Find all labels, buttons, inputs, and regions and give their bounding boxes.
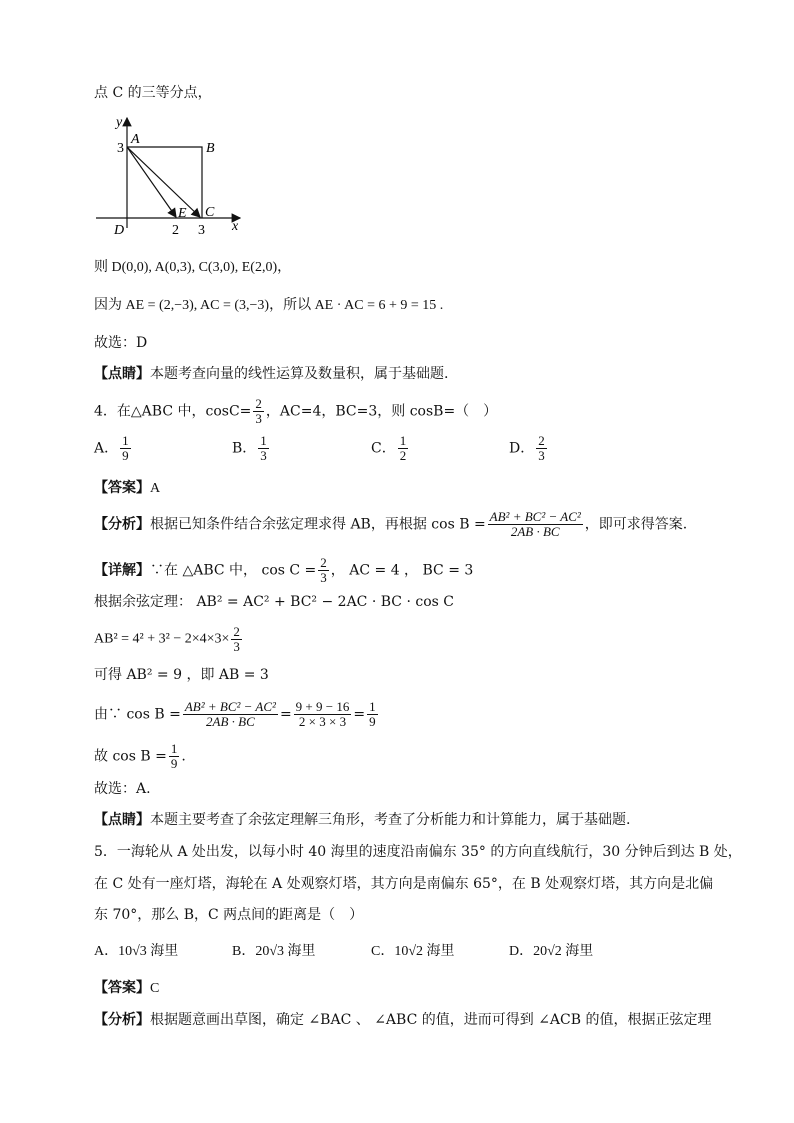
q4-therefore-frac	[169, 742, 180, 771]
q4-comment: 本题主要考查了余弦定理解三角形，考查了分析能力和计算能力，属于基础题.	[150, 812, 631, 828]
q5-stem-1: 5．一海轮从 A 处出发，以每小时 40 海里的速度沿南偏东 35° 的方向直线航行，30 分钟后到达 B 处，	[94, 844, 742, 860]
q4-detail-den: 3	[320, 570, 327, 585]
label-y: y	[116, 115, 123, 130]
q4-analysis-line	[94, 510, 687, 539]
q4-analysis-den: 2AB · BC	[510, 524, 560, 539]
q4-stem	[94, 397, 497, 426]
q4-detail-line	[94, 556, 473, 585]
q4-by-num-3: 1	[369, 699, 376, 714]
q4-option-b-label: B．	[232, 440, 257, 457]
q5-option-a-value: 10√3 海里	[118, 944, 179, 959]
q4-option-d-label: D．	[509, 440, 535, 457]
q4-frac-num: 2	[255, 396, 262, 411]
vector-ae	[127, 147, 176, 217]
q4-frac-den: 3	[255, 411, 262, 426]
q5-tag-analysis: 【分析】	[94, 1012, 150, 1028]
q4-tag-dianjing: 【点睛】	[94, 812, 150, 828]
q4-by-num-2: 9 + 9 − 16	[295, 699, 350, 714]
q4-stem-post: ，AC=4，BC=3，则 cosB=（ ）	[265, 403, 498, 420]
q5-option-b[interactable]	[232, 940, 316, 960]
tick-3y: 3	[117, 141, 124, 156]
q4-option-a-frac	[120, 434, 131, 463]
q4-sub-frac	[231, 625, 242, 654]
q4-option-c[interactable]	[371, 434, 410, 463]
q4-by-den-2: 2 × 3 × 3	[298, 714, 347, 729]
q4-by-frac-1	[183, 700, 278, 729]
q4-sub-num: 2	[233, 624, 240, 639]
q4-option-d-num: 2	[538, 433, 545, 448]
q4-by-den-1: 2AB · BC	[206, 714, 255, 729]
q4-tag-detail: 【详解】	[94, 562, 150, 579]
choose-d-line: 故选：D	[94, 335, 148, 351]
q4-option-c-num: 1	[399, 433, 407, 448]
q5-option-a-label: A．	[94, 944, 119, 959]
q5-option-b-value: 20√3 海里	[255, 944, 316, 959]
q4-option-a-label: A．	[94, 440, 119, 457]
q4-option-b[interactable]	[232, 434, 271, 463]
label-c: C	[205, 205, 215, 220]
q4-cos-frac	[253, 397, 264, 426]
q4-analysis-num: AB² + BC² − AC²	[489, 509, 581, 524]
coordinate-figure	[90, 110, 250, 240]
q4-by-eq-2: =	[353, 706, 366, 723]
q4-detail-post: ， AC = 4 ， BC = 3	[330, 562, 474, 579]
q4-analysis-post: ，即可求得答案.	[584, 516, 688, 533]
q4-detail-pre: ∵在 △ABC 中， cos C =	[150, 562, 317, 579]
q4-option-d[interactable]	[509, 434, 549, 463]
q5-answer: C	[150, 981, 160, 996]
q4-get-line: 可得 AB² = 9 ，即 AB = 3	[94, 667, 269, 683]
q4-by-pre: 由∵ cos B =	[94, 706, 181, 723]
q4-therefore-pre: 故 cos B =	[94, 748, 167, 765]
label-a: A	[131, 132, 140, 147]
intro-line: 点 C 的三等分点，	[94, 85, 212, 101]
comment-text-1: 本题考查向量的线性运算及数量积，属于基础题.	[150, 366, 449, 382]
q4-analysis-frac	[488, 510, 583, 539]
q4-detail-num: 2	[320, 555, 327, 570]
q5-option-d[interactable]	[509, 940, 593, 960]
q5-stem-2: 在 C 处有一座灯塔，海轮在 A 处观察灯塔，其方向是南偏东 65°，在 B 处观察灯塔，其方向是北偏	[94, 876, 714, 892]
q5-analysis: 根据题意画出草图，确定 ∠BAC 、 ∠ABC 的值，进而可得到 ∠ACB 的值，根据正弦定理	[150, 1012, 712, 1028]
label-e: E	[178, 206, 187, 221]
q5-option-d-label: D．	[509, 944, 534, 959]
q4-option-d-den: 3	[538, 448, 545, 463]
because-line: 因为 AE = (2,−3), AC = (3,−3)，所以 AE · AC = 6 + 9 = 15 .	[94, 298, 444, 313]
q4-answer-line	[94, 478, 160, 499]
q4-by-frac-2	[294, 700, 352, 729]
label-b: B	[206, 141, 215, 156]
q5-option-c[interactable]	[371, 940, 455, 960]
q4-answer: A	[150, 481, 161, 496]
q4-by-frac-3	[367, 700, 378, 729]
tag-dianjing: 【点睛】	[94, 366, 150, 382]
q4-option-a-den: 9	[122, 448, 129, 463]
q4-option-b-den: 3	[260, 448, 267, 463]
comment-line-1	[94, 364, 448, 384]
q5-answer-line	[94, 978, 159, 999]
q4-choose-line: 故选：A.	[94, 781, 151, 797]
q4-option-c-den: 2	[399, 448, 407, 463]
q5-stem-3: 东 70°，那么 B，C 两点间的距离是（ ）	[94, 907, 364, 923]
q5-option-c-value: 10√2 海里	[394, 944, 455, 959]
q4-by-num-1: AB² + BC² − AC²	[184, 699, 276, 714]
q5-analysis-line	[94, 1010, 711, 1030]
q4-tag-analysis: 【分析】	[94, 516, 150, 533]
q4-by-line	[94, 700, 380, 729]
q4-therefore-line: 故 cos B = $\frac{1}{9}$ .	[94, 741, 186, 771]
q5-option-a[interactable]	[94, 940, 178, 960]
q4-therefore-den: 9	[170, 756, 178, 771]
q4-option-c-frac	[398, 434, 409, 463]
q4-by-eq-1: =	[279, 706, 292, 723]
q5-option-c-label: C．	[371, 944, 395, 959]
q4-stem-pre: 4．在△ABC 中，cosC=	[94, 403, 252, 420]
q5-tag-answer: 【答案】	[94, 980, 150, 996]
q5-option-b-label: B．	[232, 944, 256, 959]
q4-option-d-frac	[536, 434, 547, 463]
coords-line: 则 D(0,0), A(0,3), C(3,0), E(2,0)，	[94, 260, 292, 275]
q4-sub-pre: AB² = 4² + 3² − 2×4×3×	[94, 631, 230, 647]
q5-option-d-value: 20√2 海里	[533, 944, 594, 959]
q4-comment-line	[94, 810, 630, 830]
q4-therefore-num: 1	[170, 741, 178, 756]
q4-by-den-3: 9	[369, 714, 376, 729]
tick-3x: 3	[198, 223, 205, 238]
label-d: D	[114, 223, 125, 238]
q4-option-b-frac	[258, 434, 269, 463]
vector-ac	[127, 147, 200, 217]
q4-option-a-num: 1	[122, 433, 129, 448]
q4-law-line: 根据余弦定理： AB² = AC² + BC² − 2AC · BC · cos C	[94, 594, 454, 610]
q4-detail-frac	[318, 556, 329, 585]
q4-option-c-label: C．	[371, 440, 396, 457]
q4-analysis-pre: 根据已知条件结合余弦定理求得 AB，再根据 cos B =	[150, 516, 486, 533]
q4-sub-line	[94, 625, 244, 654]
q4-tag-answer: 【答案】	[94, 480, 150, 496]
q4-option-a[interactable]	[94, 434, 133, 463]
q4-option-b-num: 1	[260, 433, 267, 448]
tick-2: 2	[172, 223, 179, 238]
q4-sub-den: 3	[233, 639, 240, 654]
label-x: x	[232, 219, 239, 234]
